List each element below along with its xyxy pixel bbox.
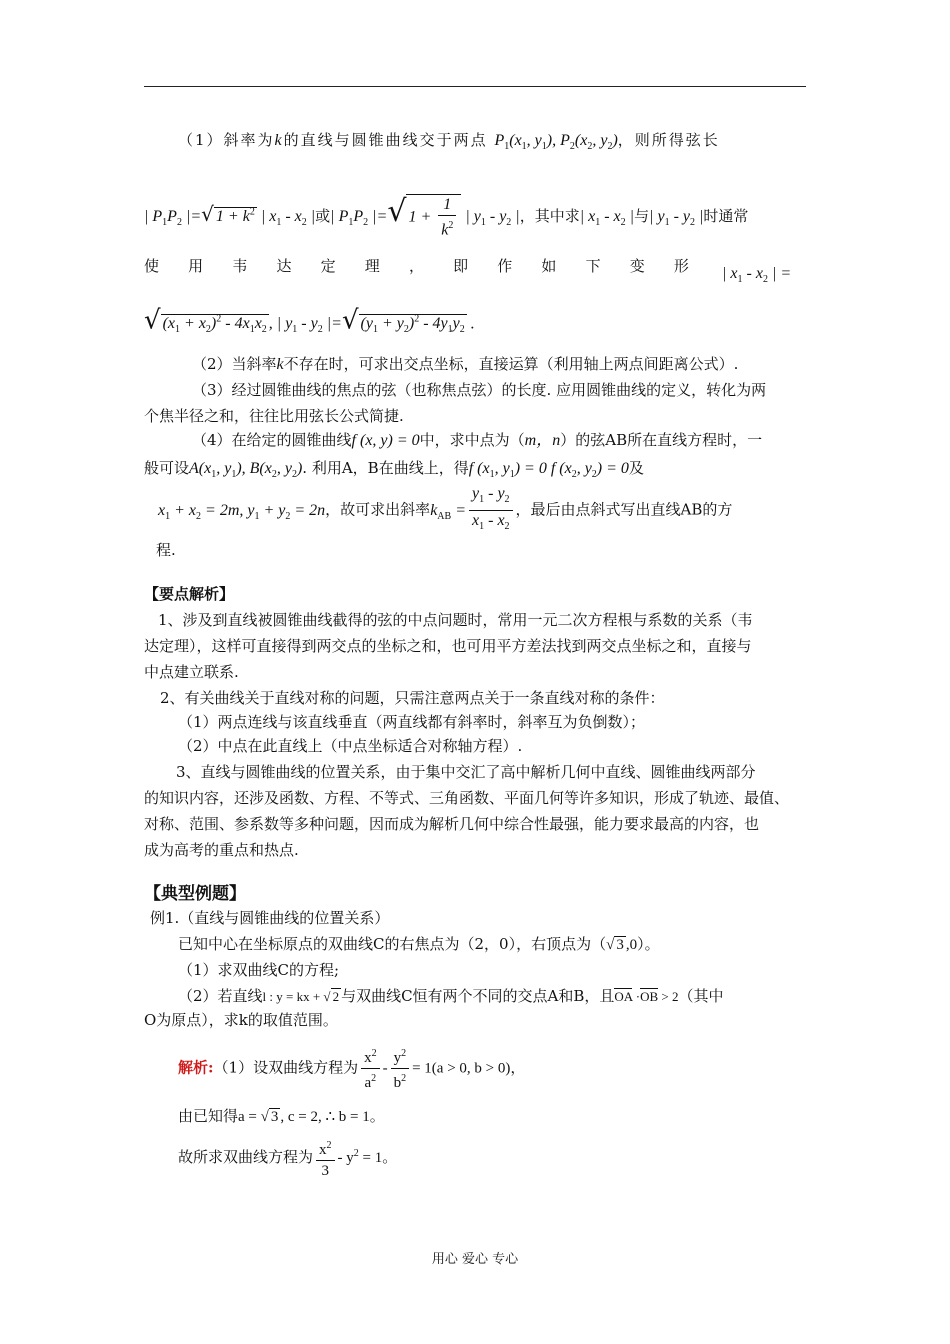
method-item4-b: 般可设$A(x_1$, $y_1$), $B(x_2$, $y_2$). 利用A，B在曲线上，得f ($x_1$, $y_1) = 0$ f ($x_2$, $y_2) = 0$及: [144, 459, 644, 481]
char: 达: [276, 257, 292, 275]
text: （2）若直线: [178, 987, 263, 1005]
char: 作: [497, 257, 513, 275]
text: 。: [369, 1107, 385, 1125]
text: ，: [510, 1058, 526, 1077]
char: 即: [453, 257, 469, 275]
method-item3-b: 个焦半径之和，往往比用弦长公式简捷.: [144, 407, 404, 425]
solution-step1: 解析:（1）设双曲线方程为 $\frac{x^2}{a^2}$ - $\frac{y^2}{b^2}$ = 1(a > 0, b > 0)，: [178, 1044, 525, 1093]
keypoints-heading: 【要点解析】: [144, 585, 235, 603]
char: 用: [188, 257, 204, 275]
method-item2: （2）当斜率k不存在时，可求出交点坐标，直接运算（利用轴上两点间距离公式）.: [192, 355, 739, 373]
example1-title: 例1.（直线与圆锥曲线的位置关系）: [150, 909, 390, 927]
text: ）。: [637, 935, 660, 953]
keypoints-p1b: 达定理），这样可直接得到两交点的坐标之和，也可用平方差法找到两交点坐标之和，直接与: [144, 637, 752, 655]
method-vieta-line: 使 用 韦 达 定 理 ， 即 作 如 下 变 形 | $x_1 - x_2$ | =: [144, 257, 792, 286]
text: ，其中求: [519, 207, 580, 225]
text: 已知中心在坐标原点的双曲线C的右焦点为（2，0），右顶点为（: [178, 935, 607, 953]
text: （2）当斜率: [192, 355, 277, 373]
text: 故所求双曲线方程为: [178, 1148, 314, 1166]
text: 或: [315, 207, 331, 225]
text: ）的弦AB所在直线方程时，一: [560, 431, 763, 449]
text: （其中: [678, 987, 724, 1005]
text: 由已知得: [178, 1107, 239, 1125]
keypoints-p1c: 中点建立联系.: [144, 663, 239, 681]
char: 使: [144, 257, 160, 275]
solution-label: 解析:: [178, 1058, 214, 1077]
keypoints-p2-2: （2）中点在此直线上（中点坐标适合对称轴方程）.: [178, 737, 523, 755]
text: （1）斜率为: [178, 131, 275, 149]
solution-step3: 故所求双曲线方程为 $\frac{x^2}{3}$ - $y^2 = 1$。: [178, 1132, 397, 1181]
text: 。: [382, 1148, 398, 1166]
keypoints-p3a: 3、直线与圆锥曲线的位置关系，由于集中交汇了高中解析几何中直线、圆锥曲线两部分: [176, 763, 756, 781]
example1-q2-cont: O为原点），求k的取值范围。: [144, 1011, 338, 1029]
char: 下: [585, 257, 601, 275]
char: ，: [408, 257, 424, 275]
keypoints-p3b: 的知识内容，还涉及函数、方程、不等式、三角函数、平面几何等许多知识，形成了轨迹、最值、: [144, 789, 790, 807]
method-item4-d: 程.: [156, 541, 176, 559]
text: 中，求中点为（: [419, 431, 525, 449]
keypoints-p2-1: （1）两点连线与该直线垂直（两直线都有斜率时，斜率互为负倒数）；: [178, 713, 646, 731]
char: 理: [364, 257, 380, 275]
text: （4）在给定的圆锥曲线: [192, 431, 352, 449]
text: ，最后由点斜式写出直线AB的方: [515, 500, 733, 519]
method-item3-a: （3）经过圆锥曲线的焦点的弦（也称焦点弦）的长度. 应用圆锥曲线的定义，转化为两: [192, 381, 767, 399]
keypoints-p3d: 成为高考的重点和热点.: [144, 841, 299, 859]
text: 的直线与圆锥曲线交于两点: [283, 131, 488, 149]
char: 韦: [232, 257, 248, 275]
header-rule: [144, 86, 806, 87]
text: 及: [628, 459, 644, 477]
example1-q2: （2）若直线l : y = kx + √ 2 与双曲线C恒有两个不同的交点A和B，且OA ·OB > 2（其中: [178, 987, 724, 1005]
example1-q1: （1）求双曲线C的方程;: [178, 961, 340, 979]
example1-stem: 已知中心在坐标原点的双曲线C的右焦点为（2，0），右顶点为（√ 3 ,0）。: [178, 935, 660, 953]
method-item4-a: （4）在给定的圆锥曲线f (x, y) = 0中，求中点为（m，n）的弦AB所在直线方程时，一: [192, 431, 763, 449]
method-item4-c: $x_1 + x_2 = 2m$, $y_1 + y_2 = 2n$，故可求出斜率$k_{AB}$ = $\frac{y_1 - y_2}{x_1 - x_2}$ ，最后由点斜式写出直线AB的方: [158, 485, 733, 533]
text: ，则所得弦长: [617, 131, 720, 149]
text: ，故可求出斜率: [325, 500, 431, 519]
text: 与双曲线C恒有两个不同的交点A和B，且: [341, 987, 615, 1005]
text: . 利用A，B在曲线上，得: [302, 459, 469, 477]
char: 定: [320, 257, 336, 275]
method-chord-formula: | $P_1P_2$ |=√ $1 + k^2$ | $x_1 - x_2$ |或| $P_1P_2$ |=√ 1 + $\frac{1}{k^2}$ | $y_1 - y_2$ |，其中求| $x_1 - x_2$ |与| $y_1 - y_2$ |时通常: [144, 194, 749, 238]
keypoints-p2: 2、有关曲线关于直线对称的问题，只需注意两点关于一条直线对称的条件：: [160, 689, 665, 707]
method-item1-line1: （1）斜率为k的直线与圆锥曲线交于两点 $P_1(x_1$, $y_1$), $P_2(x_2$, $y_2$)，则所得弦长: [178, 131, 720, 153]
text: （1）设双曲线方程为: [213, 1058, 359, 1077]
examples-heading: 【典型例题】: [144, 884, 246, 904]
keypoints-p3c: 对称、范围、参系数等多种问题，因而成为解析几何中综合性最强，能力要求最高的内容，也: [144, 815, 760, 833]
char: 变: [629, 257, 645, 275]
char: 形: [673, 257, 689, 275]
text: 时通常: [703, 207, 749, 225]
text: 不存在时，可求出交点坐标，直接运算（利用轴上两点间距离公式）.: [283, 355, 739, 373]
page-footer: 用心 爱心 专心: [431, 1252, 519, 1267]
solution-step2: 由已知得a = √ 3 , c = 2, ∴ b = 1。: [178, 1107, 385, 1125]
keypoints-p1a: 1、涉及到直线被圆锥曲线截得的弦的中点问题时，常用一元二次方程根与系数的关系（韦: [158, 611, 753, 629]
method-transform-formula: √ $(x_1 + x_2)^2 - 4x_1x_2$ , | $y_1 - y_2$ |=√ $(y_1 + y_2)^2 - 4y_1y_2$ .: [144, 305, 475, 336]
text: 与: [634, 207, 650, 225]
text: 般可设: [144, 459, 190, 477]
char: 如: [541, 257, 557, 275]
